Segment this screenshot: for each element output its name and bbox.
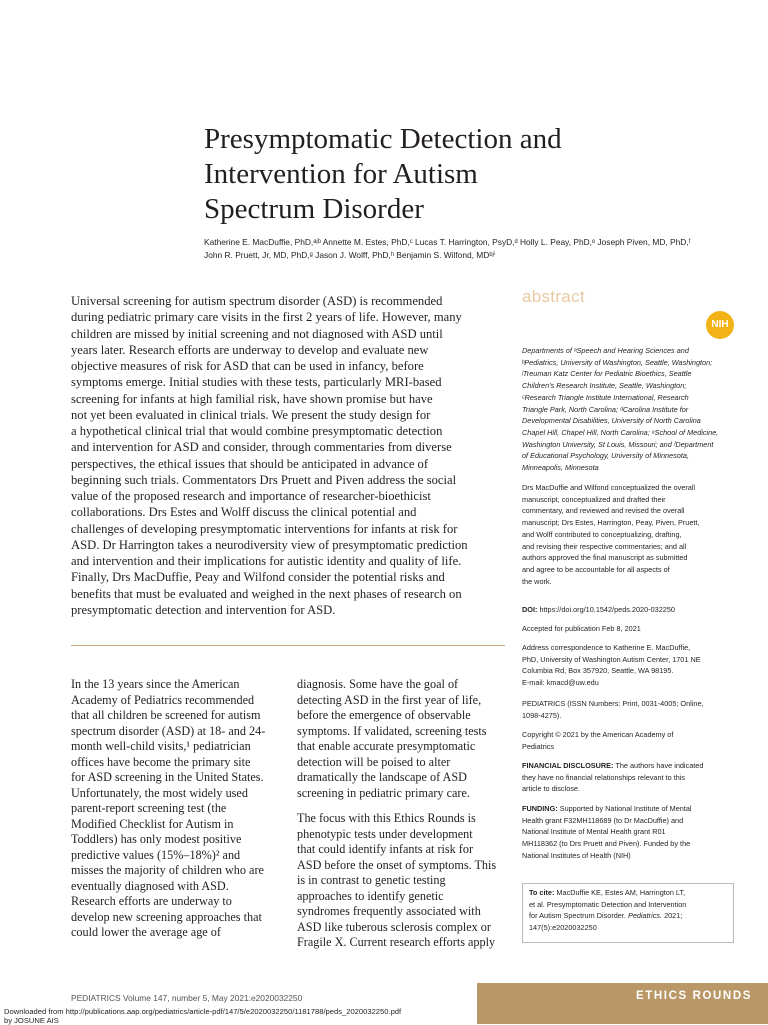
issn-line: PEDIATRICS (ISSN Numbers: Print, 0031-4005; Online, [522,699,704,708]
affiliation-line: ʲTreuman Katz Center for Pediatric Bioethics, Seattle [522,369,692,379]
issn-line: 1098-4275). [522,710,562,720]
title-line: Spectrum Disorder [204,193,424,225]
body-line: symptoms. If validated, screening tests [297,723,487,738]
body-line: that all children be screened for autism [71,708,261,722]
copyright-line: Copyright © 2021 by the American Academy of [522,730,674,739]
citation-box [522,883,734,943]
abstract-line: and intervention for ASD and consider, through commentaries from diverse [71,440,452,455]
author-line: Katherine E. MacDuffie, PhD,ᵃʲᵇ Annette M. Estes, PhD,ᶜ Lucas T. Harrington, PsyD,ᵈ Holly L. Peay, PhD,ᵉ Joseph Piven, MD, PhD,ᶠ [204,237,691,247]
body-line: that could identify infants at risk for [297,842,473,856]
body-column-right-para1 [297,677,509,801]
download-line[interactable]: Downloaded from http://publications.aap.org/pediatrics/article-pdf/147/5/e2020032250/1181788/peds_2020032250.pdf [4,1007,402,1016]
doi-line [522,604,737,616]
body-column-left [71,677,283,941]
contribution-line: Drs MacDuffie and Wilfond conceptualized the overall [522,483,696,492]
body-line: is in contrast to genetic testing [297,873,446,887]
footer-journal-info: PEDIATRICS Volume 147, number 5, May 2021:e2020032250 [71,993,303,1003]
funding-text: Health grant F32MH118689 (to Dr MacDuffie) and [522,815,684,825]
contribution-line: commentary, and reviewed and revised the overall [522,506,685,516]
abstract-line: children are missed by initial screening and not diagnosed with ASD until [71,326,443,341]
body-line: for ASD screening in the United States. [71,770,264,784]
body-line: Fragile X. Current research efforts apply [297,935,496,949]
body-line: before the emergence of observable [297,708,471,722]
funding [522,803,737,862]
article-title [204,122,684,227]
affiliation-line: Developmental Disabilities, University of North Carolina [522,416,701,426]
download-line: by JOSUNE AIS [4,1015,59,1025]
title-line: Presymptomatic Detection and [204,123,562,155]
body-line: parent-report screening test (the [71,801,227,815]
body-line: In the 13 years since the American [71,677,240,691]
download-notice [4,1008,401,1025]
financial-disclosure [522,760,737,795]
body-line: detecting ASD in the first year of life, [297,692,482,707]
contribution-line: and Wolff contributed to conceptualizing, drafting, [522,529,682,539]
affiliation-line: Minneapolis, Minnesota [522,463,599,473]
cite-text: 2021; [664,911,683,921]
funding-text: MH118362 (to Drs Pruett and Piven). Funded by the [522,839,691,849]
body-line: diagnosis. Some have the goal of [297,677,459,691]
section-label: ETHICS ROUNDS [636,990,753,1002]
section-divider [71,645,505,646]
body-line: screening in pediatric primary care. [297,785,470,800]
author-list [204,236,744,261]
body-line: syndromes frequently associated with [297,904,481,918]
body-line: offices have become the primary site [71,754,251,769]
cite-text: 147(5):e2020032250 [529,923,597,933]
abstract-line: and intervention and their implications for autistic identity and quality of life. [71,554,462,568]
contribution-line: and agree to be accountable for all aspects of [522,564,670,574]
funding-text: National Institutes of Health (NIH) [522,850,631,860]
copyright-line: Pediatrics [522,741,555,751]
body-line: Unfortunately, the most widely used [71,785,248,800]
copyright [522,729,737,752]
cite-journal: Pediatrics. [627,911,663,921]
body-line: approaches to identify genetic [297,888,444,903]
body-line: detection will be poised to alter [297,754,451,769]
abstract-line: ASD. Dr Harrington takes a neurodiversity view of presymptomatic prediction [71,537,468,552]
correspondence-line: Address correspondence to Katherine E. MacDuffie, [522,643,691,652]
contribution-line: authors approved the final manuscript as submitted [522,553,688,563]
affiliation-line: of Educational Psychology, University of Minnesota, [522,451,689,461]
abstract-line: not yet been evaluated in clinical trials. We present the study design for [71,407,431,422]
financial-label: FINANCIAL DISCLOSURE: [522,761,614,770]
affiliation-line: ᵇPediatrics, University of Washington, Seattle, Washington; [522,357,713,367]
abstract-line: years later. Research efforts are underway to develop and evaluate new [71,342,429,357]
nih-logo-icon: NIH [706,311,734,339]
abstract-line: a hypothetical clinical trial that would combine presymptomatic detection [71,424,443,438]
abstract-line: collaborations. Drs Estes and Wolff discuss the clinical potential and [71,505,417,520]
body-line: ASD like tuberous sclerosis complex or [297,919,491,934]
body-line: misses the majority of children who are [71,863,264,877]
abstract-line: challenges of developing presymptomatic interventions for infants at risk for [71,521,458,536]
body-line: develop new screening approaches that [71,909,262,924]
doi-label: DOI: [522,605,538,614]
affiliation-line: Chapel Hill, Chapel Hill, North Carolina; ᵉSchool of Medicine, [522,427,719,437]
abstract-line: value of the proposed research and importance of researcher-bioethicist [71,489,431,503]
cite-text: for Autism Spectrum Disorder. [529,911,628,921]
abstract-line: during pediatric primary care visits in the first 2 years of life. However, many [71,310,462,325]
funding-text: National Institute of Mental Health grant R01 [522,827,666,837]
abstract-line: benefits that must be evaluated and weighed in the next phases of research on [71,586,462,601]
financial-text: The authors have indicated [613,761,704,770]
affiliation-line: Washington University, St Louis, Missouri; and ᶠDepartment [522,439,714,449]
body-line: ASD before the onset of symptoms. This [297,857,497,872]
contribution-line: the work. [522,576,552,586]
affiliation-line: Children's Research Institute, Seattle, Washington; [522,381,687,391]
abstract-line: screening for infants at high familial risk, have shown promise but have [71,391,433,406]
funding-text: Supported by National Institute of Mental [557,804,692,813]
body-line: Modified Checklist for Autism in [71,816,234,831]
accepted-text: Accepted for publication Feb 8, 2021 [522,624,641,633]
accepted-date [522,623,737,635]
contribution-line: manuscript; Drs Estes, Harrington, Peay, Piven, Pruett, [522,518,700,528]
abstract-heading: abstract [522,287,585,306]
abstract-line: presymptomatic detection and intervention for ASD. [71,602,336,617]
body-line: eventually diagnosed with ASD. [71,878,229,893]
issn-info [522,698,737,721]
body-line: could lower the average age of [71,925,221,939]
abstract-line: perspectives, the ethical issues that should be anticipated in advance of [71,456,429,471]
financial-text: they have no financial relationships relevant to this [522,772,686,782]
body-line: phenotypic tests under development [297,826,473,841]
abstract-line: beginning such trials. Commentators Drs Pruett and Piven address the social [71,472,457,487]
body-line: month well-child visits,¹ pediatrician [71,739,251,753]
cite-text: MacDuffie KE, Estes AM, Harrington LT, [554,888,686,897]
funding-label: FUNDING: [522,804,558,813]
affiliation-line: ᶜResearch Triangle Institute International, Research [522,392,689,402]
abstract-line: symptoms emerge. Initial studies with these tests, particularly MRI-based [71,375,442,390]
correspondence [522,642,737,689]
correspondence-email[interactable]: E-mail: kmacd@uw.edu [522,678,599,688]
affiliation-line: Departments of ᵃSpeech and Hearing Sciences and [522,346,689,355]
contribution-line: and revising their respective commentaries; and all [522,541,687,551]
financial-text: article to disclose. [522,784,580,794]
body-line: Academy of Pediatrics recommended [71,692,255,707]
title-line: Intervention for Autism [204,158,478,190]
abstract-line: Finally, Drs MacDuffie, Peay and Wilfond consider the potential risks and [71,570,445,585]
affiliations [522,345,737,474]
body-column-right-para2 [297,811,509,951]
correspondence-line: PhD, University of Washington Autism Center, 1701 NE [522,654,701,664]
body-line: predictive values (15%–18%)² and [71,847,241,862]
cite-text: et al. Presymptomatic Detection and Intervention [529,899,687,909]
body-line: Toddlers) has only modest positive [71,832,242,846]
author-line: John R. Pruett, Jr, MD, PhD,ᵍ Jason J. Wolff, PhD,ʰ Benjamin S. Wilfond, MDᵇʲⁱ [204,249,496,260]
body-line: The focus with this Ethics Rounds is [297,811,476,825]
abstract-line: Universal screening for autism spectrum disorder (ASD) is recommended [71,294,443,308]
doi-link[interactable]: https://doi.org/10.1542/peds.2020-032250 [539,605,675,614]
abstract-text [71,293,507,618]
body-line: that enable accurate presymptomatic [297,739,476,753]
body-line: dramatically the landscape of ASD [297,770,467,784]
body-line: Research efforts are underway to [71,894,232,908]
correspondence-line: Columbia Rd, Box 357920, Seattle, WA 98195. [522,666,674,676]
contribution-line: manuscript, conceptualized and drafted their [522,494,666,504]
affiliation-line: Triangle Park, North Carolina; ᵈCarolina Institute for [522,404,689,414]
cite-label: To cite: [529,888,555,897]
abstract-line: objective measures of risk for ASD that can be used in infancy, before [71,359,424,373]
body-line: spectrum disorder (ASD) at 18- and 24- [71,723,266,738]
author-contributions [522,482,737,587]
